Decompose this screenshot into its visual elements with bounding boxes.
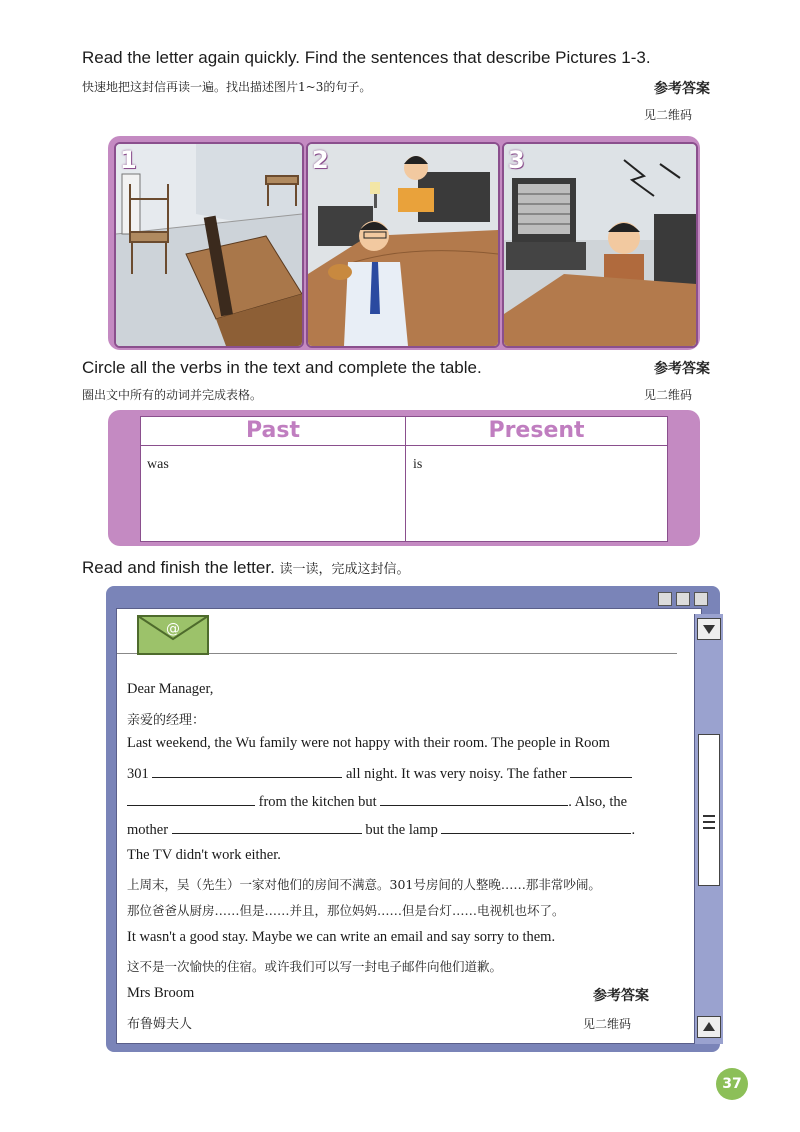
section1-instruction: Read the letter again quickly. Find the sentences that describe Pictures 1-3. [82,48,651,67]
picture-2 [306,142,500,348]
email-body [116,608,702,1044]
picture-number: 1 [120,146,137,174]
verb-table [140,416,668,542]
letter-line5: The TV didn't work either. [127,847,281,863]
letter-cn1: 上周末，吴（先生）一家对他们的房间不满意。301号房间的人整晚……那非常吵闹。 [127,877,601,892]
blank-2[interactable] [570,763,632,778]
maximize-button[interactable] [676,592,690,606]
picture-1 [114,142,304,348]
blank-4[interactable] [172,819,362,834]
section2-answer-ref: 参考答案 [654,361,710,377]
letter-cn3: 这不是一次愉快的住宿。或许我们可以写一封电子邮件向他们道歉。 [127,959,503,974]
page-number: 37 [716,1068,748,1100]
section3-instruction-en: Read and finish the letter. [82,558,275,577]
pictures-panel [108,136,700,350]
table-cell-present[interactable]: is [413,457,423,472]
bedroom-couple-illustration [308,144,498,346]
letter-answer-sub: 见二维码 [583,1017,632,1031]
blank-2b[interactable] [127,791,255,806]
blank-1[interactable] [152,763,342,778]
blank-5[interactable] [441,819,631,834]
verb-table-panel [108,410,700,546]
letter-cn2: 那位爸爸从厨房……但是……并且，那位妈妈……但是台灯……电视机也坏了。 [127,903,565,918]
triangle-up-icon [698,1017,720,1037]
minimize-button[interactable] [658,592,672,606]
close-button[interactable] [694,592,708,606]
picture-number: 2 [312,146,329,174]
tv-noise-illustration [504,144,696,346]
section2-instruction-cn: 圈出文中所有的动词并完成表格。 [82,388,263,402]
empty-room-illustration [116,144,302,346]
letter-greeting-cn: 亲爱的经理： [127,713,206,728]
scroll-thumb[interactable] [698,734,720,886]
blank-3[interactable] [380,791,568,806]
letter-signature: Mrs Broom [127,985,195,1001]
text: from the kitchen but [258,794,377,810]
svg-text:@: @ [166,621,180,637]
letter-greeting: Dear Manager, [127,681,214,697]
letter-answer-ref: 参考答案 [593,988,649,1004]
letter-line4 [127,819,673,839]
section2-instruction: Circle all the verbs in the text and complete the table. [82,358,482,377]
letter-signature-cn: 布鲁姆夫人 [127,1017,193,1032]
email-window [106,586,720,1052]
letter-line1: Last weekend, the Wu family were not happy with their room. The people in Room [127,735,610,751]
letter-line3 [127,791,673,811]
text: but the lamp [365,822,438,838]
scrollbar[interactable] [694,614,723,1044]
text: . [631,822,636,838]
table-header-past: Past [141,417,406,446]
letter-line6: It wasn't a good stay. Maybe we can write an email and say sorry to them. [127,929,556,945]
table-divider [405,445,406,541]
table-header-present: Present [406,417,667,446]
picture-3 [502,142,698,348]
section1-instruction-cn: 快速地把这封信再读一遍。找出描述图片1~3的句子。 [82,80,372,94]
scroll-up-button[interactable] [697,618,721,640]
text: mother [127,822,169,838]
section3-instruction [82,558,410,578]
scroll-down-button[interactable] [697,1016,721,1038]
table-cell-past[interactable]: was [147,457,169,472]
text: . Also, the [568,794,628,810]
triangle-down-icon [698,619,720,639]
section1-answer-sub: 见二维码 [644,108,693,122]
picture-number: 3 [508,146,525,174]
section3-instruction-cn: 读一读，完成这封信。 [279,562,410,577]
section1-answer-ref: 参考答案 [654,81,710,97]
text: all night. It was very noisy. The father [346,766,567,782]
section2-answer-sub: 见二维码 [644,388,693,402]
text: 301 [127,766,149,782]
letter-line2 [127,763,673,783]
email-envelope-icon [137,615,209,655]
